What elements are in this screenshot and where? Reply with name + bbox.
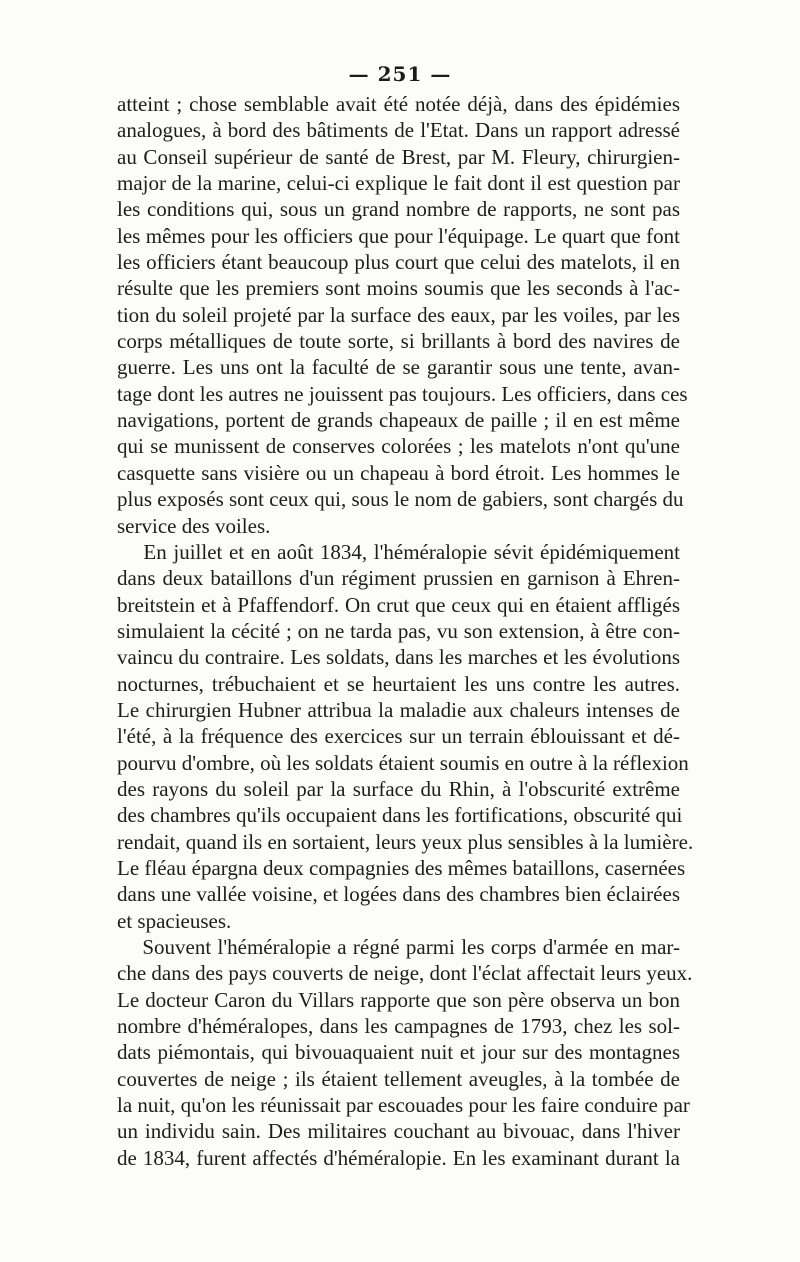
text-line: service des voiles.	[117, 513, 271, 538]
page-number: — 251 —	[348, 62, 452, 86]
text-line: tion du soleil projeté par la surface des eaux, par les voiles, par les	[117, 302, 680, 327]
text-line: simulaient la cécité ; on ne tarda pas, vu son extension, à être con-	[117, 618, 680, 643]
text-line: des chambres qu'ils occupaient dans les fortifications, obscurité qui	[117, 803, 683, 828]
text-line: nocturnes, trébuchaient et se heurtaient les uns contre les autres.	[117, 671, 680, 696]
text-line: En juillet et en août 1834, l'héméralopie sévit épidémiquement	[117, 539, 680, 564]
text-line: Le chirurgien Hubner attribua la maladie aux chaleurs intenses de	[117, 697, 680, 722]
text-line: couvertes de neige ; ils étaient tellement aveugles, à la tombée de	[117, 1066, 680, 1091]
text-line: major de la marine, celui-ci explique le fait dont il est question par	[117, 171, 680, 196]
text-line: rendait, quand ils en sortaient, leurs yeux plus sensibles à la lumière.	[117, 829, 694, 854]
text-line: che dans des pays couverts de neige, dont l'éclat affectait leurs yeux.	[117, 961, 693, 986]
text-line: résulte que les premiers sont moins soumis que les seconds à l'ac-	[117, 276, 680, 301]
text-line: corps métalliques de toute sorte, si brillants à bord des navires de	[117, 329, 680, 354]
text-line: des rayons du soleil par la surface du Rhin, à l'obscurité extrême	[117, 776, 680, 801]
text-line: les officiers étant beaucoup plus court que celui des matelots, il en	[117, 250, 680, 275]
text-line: Le fléau épargna deux compagnies des mêmes bataillons, casernées	[117, 855, 686, 880]
text-line: nombre d'héméralopes, dans les campagnes de 1793, chez les sol-	[117, 1014, 680, 1039]
text-line: plus exposés sont ceux qui, sous le nom de gabiers, sont chargés du	[117, 487, 684, 512]
text-line: les conditions qui, sous un grand nombre de rapports, ne sont pas	[117, 197, 680, 222]
text-line: casquette sans visière ou un chapeau à bord étroit. Les hommes le	[117, 460, 680, 485]
text-line: la nuit, qu'on les réunissait par escouades pour les faire conduire par	[117, 1093, 690, 1118]
text-line: breitstein et à Pfaffendorf. On crut que ceux qui en étaient affligés	[117, 592, 680, 617]
text-line: les mêmes pour les officiers que pour l'équipage. Le quart que font	[117, 223, 680, 248]
text-line: vaincu du contraire. Les soldats, dans les marches et les évolutions	[117, 645, 680, 670]
text-line: Le docteur Caron du Villars rapporte que son père observa un bon	[117, 987, 680, 1012]
text-line: dans deux bataillons d'un régiment prussien en garnison à Ehren-	[117, 566, 680, 591]
text-line: Souvent l'héméralopie a régné parmi les corps d'armée en mar-	[117, 935, 680, 959]
text-line: atteint ; chose semblable avait été notée déjà, dans des épidémies	[117, 92, 680, 116]
text-line: dats piémontais, qui bivouaquaient nuit et jour sur des montagnes	[117, 1040, 680, 1065]
text-line: qui se munissent de conserves colorées ; les matelots n'ont qu'une	[117, 434, 680, 459]
text-line: dans une vallée voisine, et logées dans des chambres bien éclairées	[117, 882, 680, 907]
text-line: et spacieuses.	[117, 908, 232, 933]
text-line: au Conseil supérieur de santé de Brest, par M. Fleury, chirurgien-	[117, 144, 680, 169]
text-line: un individu sain. Des militaires couchant au bivouac, dans l'hiver	[117, 1119, 680, 1144]
text-line: guerre. Les uns ont la faculté de se garantir sous une tente, avan-	[117, 355, 680, 380]
text-line: analogues, à bord des bâtiments de l'Etat. Dans un rapport adressé	[117, 118, 680, 143]
text-line: pourvu d'ombre, où les soldats étaient soumis en outre à la réflexion	[117, 750, 689, 775]
text-line: l'été, à la fréquence des exercices sur un terrain éblouissant et dé-	[117, 724, 680, 749]
text-line: tage dont les autres ne jouissent pas toujours. Les officiers, dans ces	[117, 381, 688, 406]
text-line: navigations, portent de grands chapeaux de paille ; il en est même	[117, 408, 680, 433]
text-line: de 1834, furent affectés d'héméralopie. En les examinant durant la	[117, 1145, 680, 1170]
body-text	[117, 91, 694, 1171]
